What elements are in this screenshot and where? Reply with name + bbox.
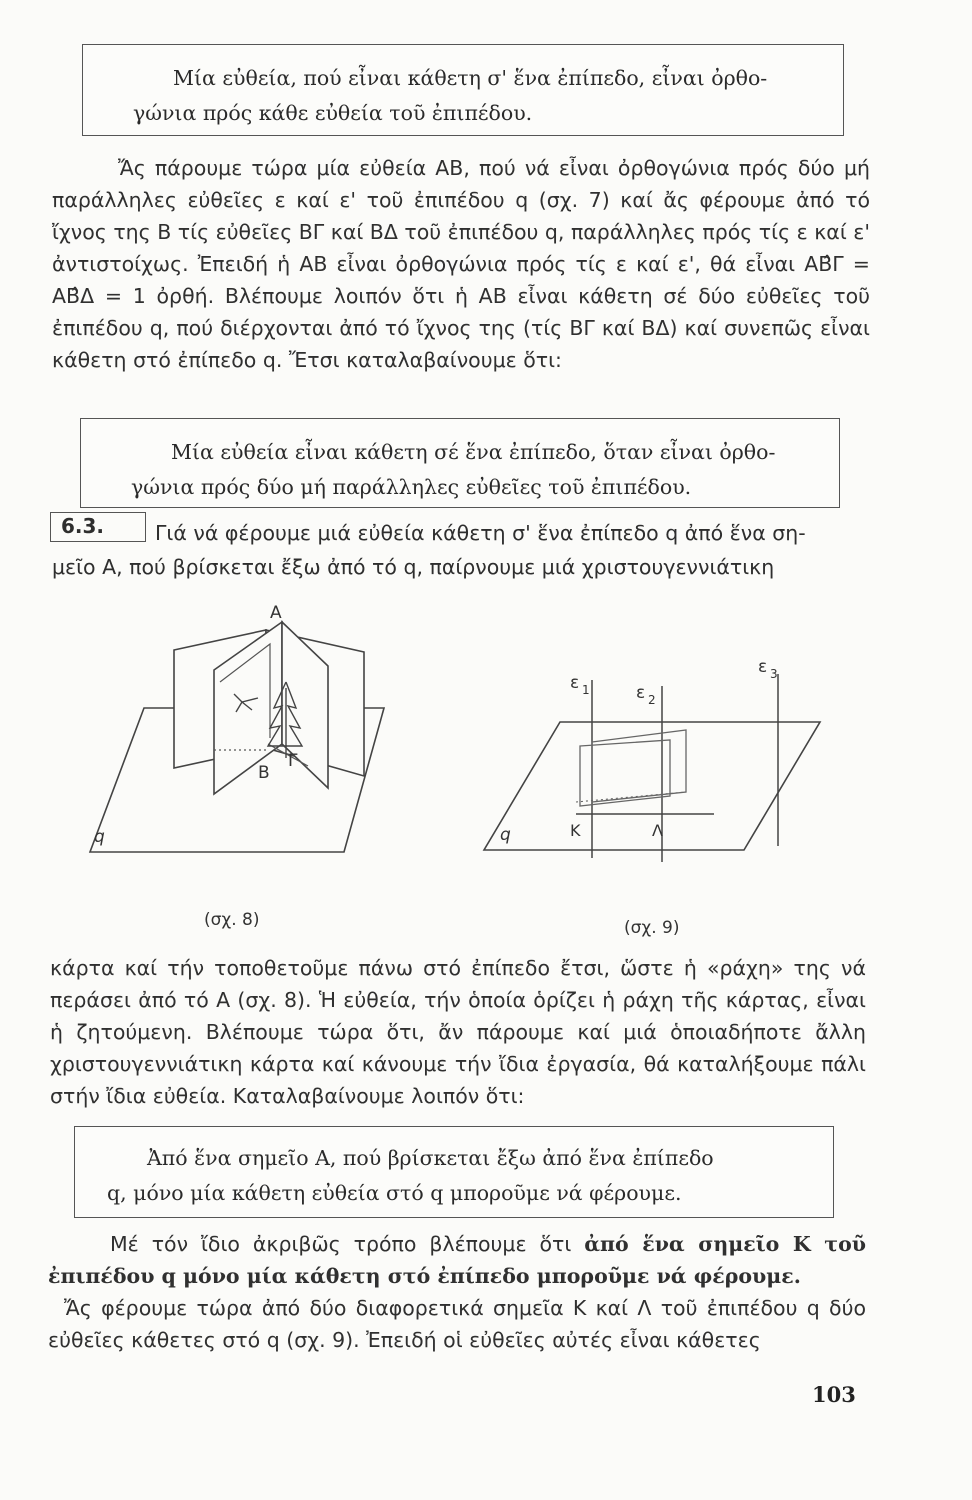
label-e1-sub: 1 xyxy=(582,683,590,697)
label-B: Β xyxy=(258,763,270,783)
section-second-line: μεῖο Α, πού βρίσκεται ἔξω ἀπό τό q, παίρνουμε μιά χριστουγεννιάτικη xyxy=(52,555,775,579)
paragraph-1 xyxy=(52,152,870,376)
theorem-box-2-text xyxy=(131,435,819,505)
theorem-box-3-line-2: q, μόνο μία κάθετη εὐθεία στό q μποροῦμε νά φέρουμε. xyxy=(107,1181,682,1205)
label-e2-sub: 2 xyxy=(648,693,656,707)
page-number: 103 xyxy=(812,1382,856,1407)
label-A: Α xyxy=(270,603,282,623)
paragraph-3 xyxy=(48,1228,866,1356)
label-L: Λ xyxy=(652,821,663,840)
figure-9-drawing xyxy=(476,650,846,880)
theorem-box-2 xyxy=(80,418,840,508)
theorem-box-1-line-1: Μία εὐθεία, πού εἶναι κάθετη σ' ἕνα ἐπίπεδο, εἶναι ὀρθο- xyxy=(173,66,768,90)
figure-8 xyxy=(70,598,390,858)
label-e3: ε xyxy=(758,657,768,677)
theorem-box-2-line-2: γώνια πρός δύο μή παράλληλες εὐθεῖες τοῦ ἐπιπέδου. xyxy=(131,475,692,499)
paragraph-3-start: Μέ τόν ἴδιο ἀκριβῶς τρόπο βλέπουμε ὅτι xyxy=(110,1232,585,1256)
label-q: q xyxy=(500,825,511,845)
figure-9-caption: (σχ. 9) xyxy=(624,918,680,938)
section-first-line: Γιά νά φέρουμε μιά εὐθεία κάθετη σ' ἕνα ἐπίπεδο q ἀπό ἕνα ση- xyxy=(155,521,806,545)
figure-8-caption: (σχ. 8) xyxy=(204,910,260,930)
paragraph-3-bold: ἀπό ἕνα σημεῖο Κ τοῦ ἐπιπέδου q μόνο μία κάθετη στό ἐπίπεδο μποροῦμε νά φέρουμε. xyxy=(48,1232,866,1288)
label-K: Κ xyxy=(570,821,581,840)
theorem-box-1 xyxy=(82,44,844,136)
card-2 xyxy=(592,730,686,802)
paragraph-1-text: Ἄς πάρουμε τώρα μία εὐθεία ΑΒ, πού νά εἶναι ὀρθογώνια πρός δύο μή παράλληλες εὐθεῖες ε καί ε' τοῦ ἐπιπέδου q (σχ. 7) καί ἄς φέρουμε ἀπό τό ἴχνος της Β τίς εὐθεῖες ΒΓ καί ΒΔ τοῦ ἐπιπέδου q, παράλληλες πρός τίς ε καί ε' ἀντιστοίχως. Ἐπειδή ἡ ΑΒ εἶναι ὀρθογώνια πρός τίς ε καί ε', θά εἶναι ΑΒ̂Γ = ΑΒ̂Δ = 1 ὀρθή. Βλέπουμε λοιπόν ὅτι ἡ ΑΒ εἶναι κάθετη σέ δύο εὐθεῖες τοῦ ἐπιπέδου q, πού διέρχονται ἀπό τό ἴχνος της (τίς ΒΓ καί ΒΔ) καί συνεπῶς εἶναι κάθετη στό ἐπίπεδο q. Ἔτσι καταλαβαίνουμε ὅτι: xyxy=(52,156,870,372)
paragraph-2 xyxy=(50,952,866,1112)
theorem-box-3 xyxy=(74,1126,834,1218)
figure-8-drawing xyxy=(70,598,390,858)
label-G: Γ xyxy=(288,751,298,771)
label-q: q xyxy=(94,827,105,847)
theorem-box-3-text xyxy=(107,1141,813,1211)
paragraph-3-rest: Ἄς φέρουμε τώρα ἀπό δύο διαφορετικά σημεῖα Κ καί Λ τοῦ ἐπιπέδου q δύο εὐθεῖες κάθετες στό q (σχ. 9). Ἐπειδή οἱ εὐθεῖες αὐτές εἶναι κάθετες xyxy=(48,1296,866,1352)
theorem-box-1-line-2: γώνια πρός κάθε εὐθεία τοῦ ἐπιπέδου. xyxy=(133,101,533,125)
theorem-box-1-text xyxy=(133,61,823,131)
label-e2: ε xyxy=(636,683,646,703)
label-e3-sub: 3 xyxy=(770,667,778,681)
card-1 xyxy=(580,740,670,806)
paragraph-2-text: κάρτα καί τήν τοποθετοῦμε πάνω στό ἐπίπεδο ἔτσι, ὥστε ἡ «ράχη» της νά περάσει ἀπό τό Α (σχ. 8). Ἡ εὐθεία, τήν ὁποία ὁρίζει ἡ ράχη τῆς κάρτας, εἶναι ἡ ζητούμενη. Βλέπουμε τώρα ὅτι, ἄν πάρουμε καί μιά ὁποιαδήποτε ἄλλη χριστουγεννιάτικη κάρτα καί κάνουμε τήν ἴδια ἐργασία, θά καταλήξουμε πάλι στήν ἴδια εὐθεία. Καταλαβαίνουμε λοιπόν ὅτι: xyxy=(50,956,866,1108)
label-e1: ε xyxy=(570,673,580,693)
figure-9 xyxy=(476,650,846,880)
theorem-box-3-line-1: Ἀπό ἕνα σημεῖο Α, πού βρίσκεται ἔξω ἀπό ἕνα ἐπίπεδο xyxy=(147,1146,714,1170)
section-number: 6.3. xyxy=(50,512,146,542)
theorem-box-2-line-1: Μία εὐθεία εἶναι κάθετη σέ ἕνα ἐπίπεδο, ὅταν εἶναι ὀρθο- xyxy=(171,440,776,464)
paragraph-3-text xyxy=(48,1228,866,1292)
